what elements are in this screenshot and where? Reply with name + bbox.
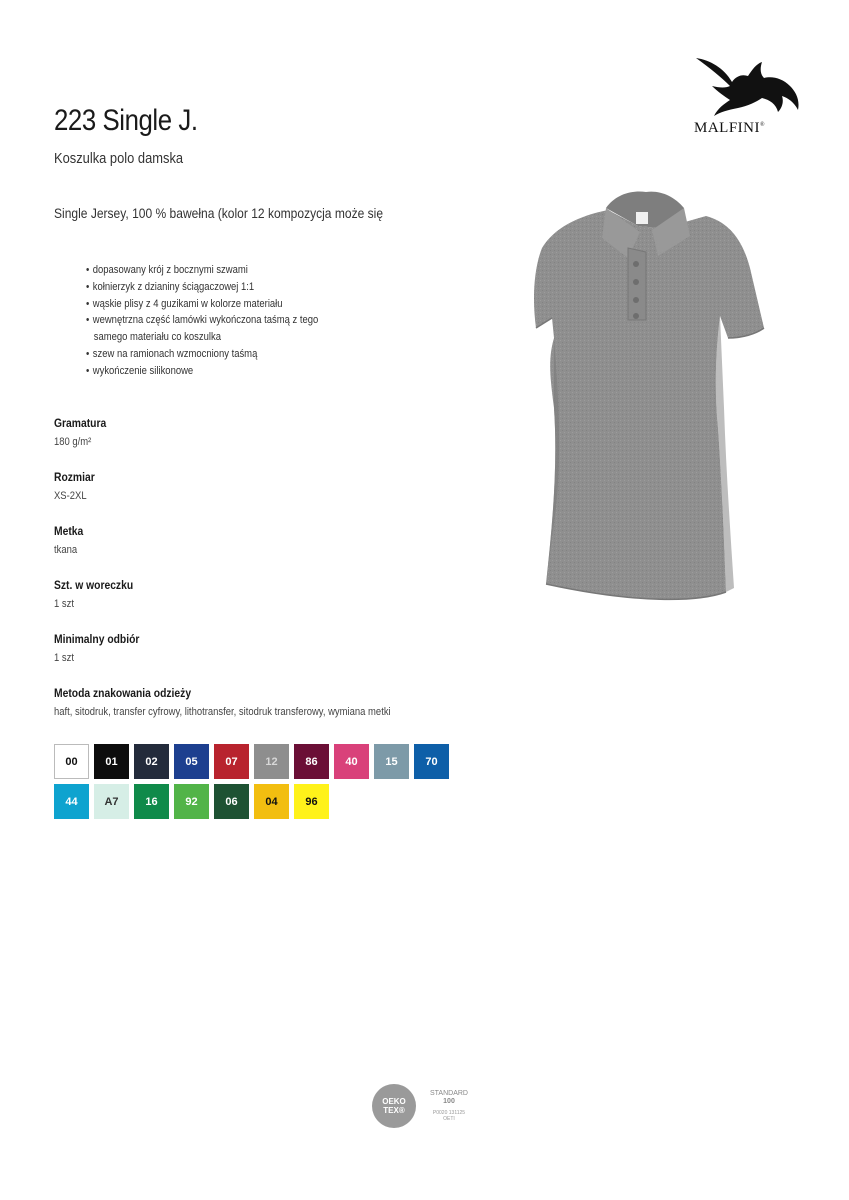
product-description: Single Jersey, 100 % bawełna (kolor 12 kompozycja może się bbox=[54, 205, 384, 221]
spec-metka bbox=[54, 524, 83, 556]
color-swatch-01[interactable]: 01 bbox=[94, 744, 129, 779]
spec-value: tkana bbox=[54, 544, 78, 556]
spec-value: 180 g/m² bbox=[54, 436, 92, 448]
color-swatch-40[interactable]: 40 bbox=[334, 744, 369, 779]
color-swatch-12[interactable]: 12 bbox=[254, 744, 289, 779]
color-swatch-86[interactable]: 86 bbox=[294, 744, 329, 779]
spec-znakowanie bbox=[54, 686, 391, 718]
spec-label: Metoda znakowania odzieży bbox=[54, 686, 192, 700]
spec-label: Szt. w woreczku bbox=[54, 578, 134, 592]
spec-gramatura bbox=[54, 416, 106, 448]
spec-value: 1 szt bbox=[54, 652, 74, 664]
product-title: 223 Single J. bbox=[54, 104, 198, 137]
feature-item: • wewnętrzna część lamówki wykończona taśmą z tego samego materiału co koszulka bbox=[86, 312, 318, 346]
polo-shirt-icon bbox=[528, 188, 768, 608]
color-swatch-92[interactable]: 92 bbox=[174, 784, 209, 819]
spec-value: 1 szt bbox=[54, 598, 74, 610]
spec-value: haft, sitodruk, transfer cyfrowy, lithotransfer, sitodruk transferowy, wymiana metki bbox=[54, 706, 391, 718]
feature-item: • wąskie plisy z 4 guzikami w kolorze materiału bbox=[86, 296, 318, 313]
brand-logo bbox=[690, 52, 802, 144]
color-swatch-15[interactable]: 15 bbox=[374, 744, 409, 779]
color-swatch-00[interactable]: 00 bbox=[54, 744, 89, 779]
brand-name: MALFINI bbox=[694, 120, 760, 136]
polo-shirt-image bbox=[528, 188, 768, 608]
color-swatch-96[interactable]: 96 bbox=[294, 784, 329, 819]
spec-odbior bbox=[54, 632, 139, 664]
color-swatches bbox=[54, 744, 454, 824]
spec-label: Minimalny odbiór bbox=[54, 632, 140, 646]
spec-rozmiar bbox=[54, 470, 95, 502]
color-swatch-16[interactable]: 16 bbox=[134, 784, 169, 819]
swatch-row bbox=[54, 744, 454, 779]
registered-mark: ® bbox=[760, 122, 766, 128]
spec-value: XS-2XL bbox=[54, 490, 87, 502]
oeko-tex-icon: OEKO TEX® bbox=[372, 1084, 416, 1128]
color-swatch-04[interactable]: 04 bbox=[254, 784, 289, 819]
swatch-row bbox=[54, 784, 454, 819]
spec-label: Metka bbox=[54, 524, 84, 538]
product-subtitle: Koszulka polo damska bbox=[54, 150, 184, 167]
color-swatch-06[interactable]: 06 bbox=[214, 784, 249, 819]
spec-woreczek bbox=[54, 578, 133, 610]
oeko-tex-badge bbox=[372, 1084, 482, 1130]
color-swatch-07[interactable]: 07 bbox=[214, 744, 249, 779]
feature-item: • wykończenie silikonowe bbox=[86, 363, 318, 380]
color-swatch-05[interactable]: 05 bbox=[174, 744, 209, 779]
color-swatch-44[interactable]: 44 bbox=[54, 784, 89, 819]
color-swatch-70[interactable]: 70 bbox=[414, 744, 449, 779]
feature-item: • kołnierzyk z dzianiny ściągaczowej 1:1 bbox=[86, 279, 318, 296]
eagle-icon bbox=[690, 52, 802, 118]
color-swatch-02[interactable]: 02 bbox=[134, 744, 169, 779]
feature-item: • dopasowany krój z bocznymi szwami bbox=[86, 262, 318, 279]
oeko-standard: STANDARD 100 bbox=[430, 1090, 468, 1105]
color-swatch-A7[interactable]: A7 bbox=[94, 784, 129, 819]
feature-item: • szew na ramionach wzmocniony taśmą bbox=[86, 346, 318, 363]
spec-label: Rozmiar bbox=[54, 470, 95, 484]
oeko-certificate: P0020 131125 OETI bbox=[432, 1110, 466, 1122]
feature-list bbox=[86, 262, 318, 380]
spec-label: Gramatura bbox=[54, 416, 107, 430]
